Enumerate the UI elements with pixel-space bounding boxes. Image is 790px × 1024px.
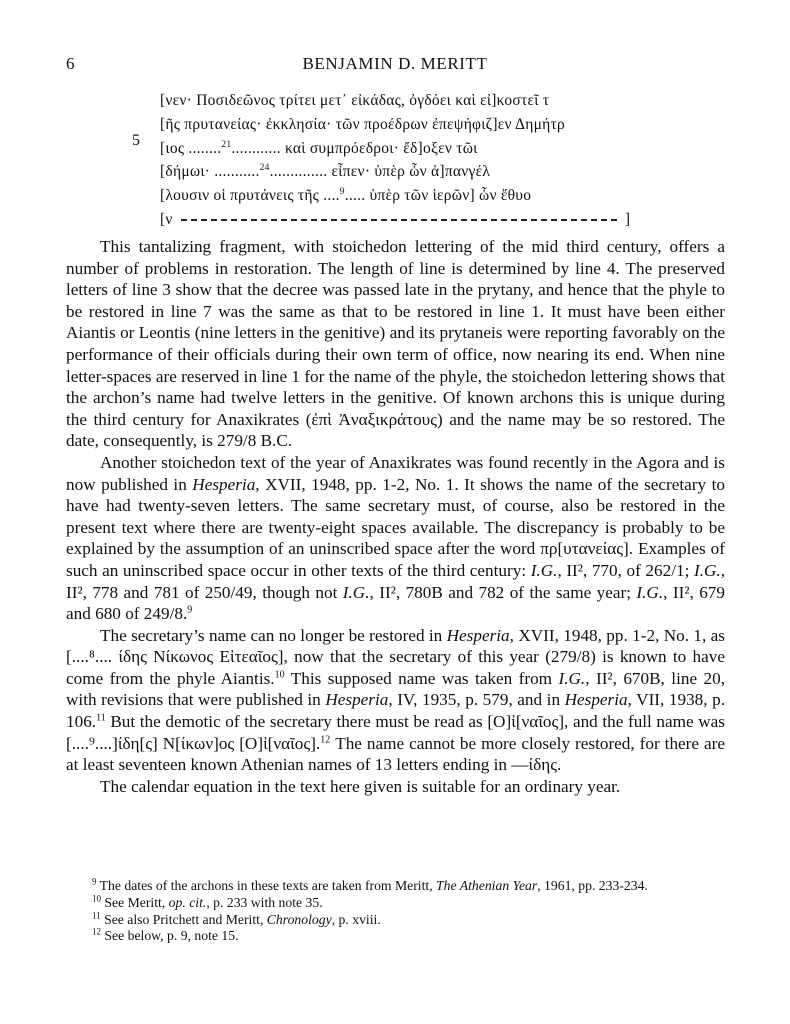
letter-count: 9 xyxy=(339,187,345,198)
footnote-ref: 12 xyxy=(320,733,331,745)
footnote: $^{12}$ See below, p. 9, note 15. xyxy=(92,926,239,944)
footnote: $^9$ The dates of the archons in these texts are taken from Meritt, The Athenian Year, 1961, pp. 233-234. xyxy=(92,876,648,893)
inscription-line: [δήμωι· ...........$^{24}$.............. εἶπεν· ὑπὲρ ὧν ἀ]πανγέλ xyxy=(160,163,491,181)
inscription-line: [νεν· Ποσιδεῶνος τρίτει μετ᾽ εἰκάδας, ὀγδόει καὶ εἰ]κοστεῖ τ xyxy=(160,92,550,109)
inscription-line: [λουσιν οἱ πρυτάνεις τῆς ....$^9$..... ὑπὲρ τῶν ἱερῶν] ὧν ἔθυο xyxy=(160,187,532,205)
paragraph: The calendar equation in the text here given is suitable for an ordinary year. xyxy=(100,776,621,796)
footnote: $^{10}$ See Meritt, op. cit., p. 233 with note 35. xyxy=(92,893,323,910)
main-text xyxy=(66,236,725,797)
lacuna-dashes xyxy=(181,219,617,221)
letter-count: 21 xyxy=(221,139,232,150)
inscription-line: [ῆς πρυτανείας· ἐκκλησία· τῶν προέδρων ἐπεψήφιζ]εν Δημήτρ xyxy=(160,115,565,133)
inscription-line: [ν ] xyxy=(160,210,631,228)
paragraph: Another stoichedon text of the year of Anaxikrates was found recently in the Agora and is now published in Hesperia, XVII, 1948, pp. 1-2, No. 1. It shows the name of the secretary to have had twenty-seven letters. The same secretary must, of course, also be restored in the present text where there are twenty-eight spaces available. The discrepancy is probably to be explained by the assumption of an uninscribed space after the word πρ[υτανείας]. Examples of such an uninscribed space occur in other texts of the third century: I.G., II², 770, of 262/1; I.G., II², 778 and 781 of 250/49, though not I.G., II², 780B and 782 of the same year; I.G., II², 679 and 680 of 249/8.$^9$ xyxy=(66,452,725,624)
running-title: BENJAMIN D. MERITT xyxy=(302,54,488,73)
footnotes xyxy=(66,878,725,945)
inscription-block xyxy=(160,89,630,232)
page-number: 6 xyxy=(66,54,76,73)
footnote-ref: 11 xyxy=(96,712,106,724)
footnote: $^{11}$ See also Pritchett and Meritt, Chronology, p. xviii. xyxy=(92,910,381,927)
paragraph: This tantalizing fragment, with stoichedon lettering of the mid third century, offers a number of problems in restoration. The length of line is determined by line 4. The preserved letters of line 3 show that the decree was passed late in the prytany, and hence that the phyle to be restored in line 7 was the same as that to be restored in line 1. It must have been either Aiantis or Leontis (nine letters in the genitive) and its prytaneis were reporting favorably on the performance of their officials during their own term of office, now nearing its end. When nine letter-spaces are reserved in line 1 for the name of the phyle, the stoichedon lettering shows that the archon’s name had twelve letters in the genitive. Of known archons this is unique during the third century for Anaxikrates (ἐπὶ Ἀναξικράτους) and the name may be so restored. The date, consequently, is 279/8 B.C. xyxy=(66,237,725,451)
letter-count: 24 xyxy=(259,163,270,174)
inscription-line-number: 5 xyxy=(132,132,140,149)
footnote-ref: 10 xyxy=(274,669,285,681)
footnote-ref: 9 xyxy=(187,604,193,616)
inscription-line: [ιος ........$^{21}$............ καὶ συμπρόεδροι· ἔδ]οξεν τῶι xyxy=(160,139,478,157)
paragraph: The secretary’s name can no longer be restored in Hesperia, XVII, 1948, pp. 1-2, No. 1, as [....⁸.... ίδης Νίκωνος Εἰτεαῖος], now that the secretary of this year (279/8) is known to have come from the phyle Aiantis.$^{10}$ This supposed name was taken from I.G., II², 670B, line 20, with revisions that were published in Hesperia, IV, 1935, p. 579, and in Hesperia, VII, 1938, p. 106.11 But the demotic of the secretary there must be read as [Ο]ἰ[ναῖος], and the full name was [....⁹....]ίδη[ς] Ν[ίκων]ος [Ο]ἰ[ναῖος].$^{12}$ The name cannot be more closely restored, for there are at least seventeen known Athenian names of 13 letters ending in —ίδης. xyxy=(66,625,725,775)
